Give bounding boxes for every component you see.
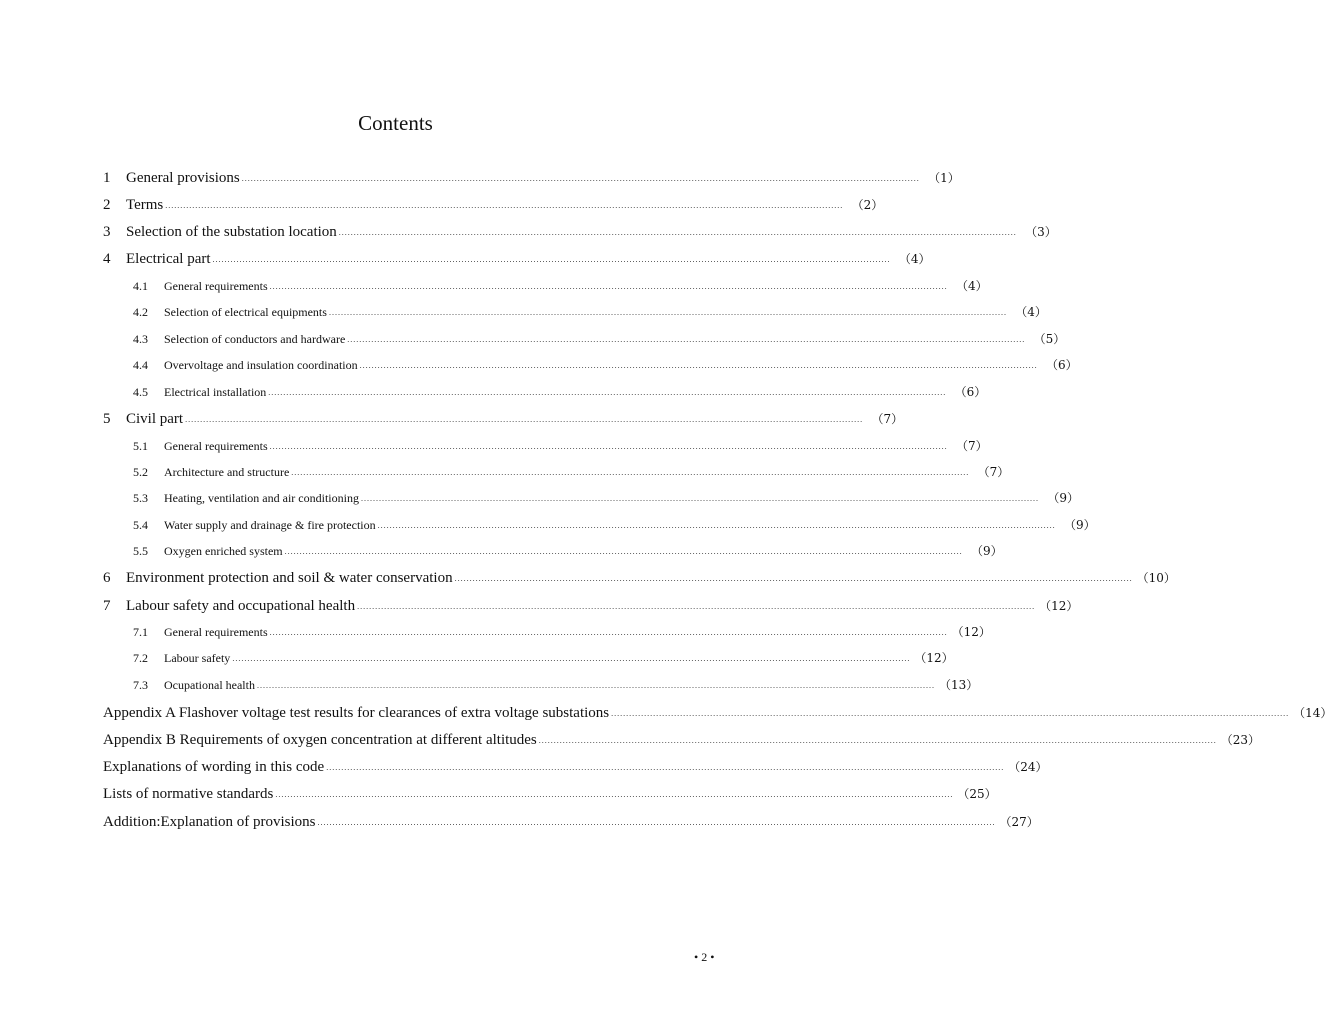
page-number: • 2 • bbox=[694, 950, 715, 964]
page-title: Contents bbox=[358, 111, 433, 135]
toc-entry-label: Electrical installation bbox=[164, 385, 267, 399]
toc-entry-number: 7.1 bbox=[133, 625, 148, 639]
toc-entry-page: （9） bbox=[971, 544, 1003, 558]
toc-entry-number: 5.3 bbox=[133, 491, 148, 505]
toc-entry-number: 5.5 bbox=[133, 544, 148, 558]
toc-entry-addition[interactable] bbox=[103, 811, 1039, 831]
toc-entry-label: Electrical part bbox=[126, 251, 211, 267]
toc-entry-label: Explanations of wording in this code bbox=[103, 759, 325, 775]
toc-entry-number: 5.4 bbox=[133, 518, 148, 532]
toc-entry-page: （23） bbox=[1220, 733, 1261, 747]
toc-entry-number: 4.3 bbox=[133, 332, 148, 346]
toc-entry-page: （4） bbox=[898, 252, 931, 266]
toc-entry-number: 5 bbox=[103, 411, 111, 427]
toc-entry-page: （7） bbox=[955, 439, 988, 453]
dot-leader: .................................................................................................................................................................................................................................. bbox=[269, 628, 948, 637]
dot-leader: .................................................................................................................................................................................................................................. bbox=[256, 681, 935, 690]
toc-entry-label: Selection of conductors and hardware bbox=[164, 332, 346, 346]
toc-entry-page: （12） bbox=[951, 625, 991, 639]
toc-entry-page: （9） bbox=[1063, 518, 1096, 532]
toc-entry-page: （6） bbox=[954, 385, 987, 399]
toc-entry-label: Overvoltage and insulation coordination bbox=[164, 358, 358, 372]
toc-entry-page: （6） bbox=[1045, 358, 1078, 372]
toc-entry-label: General requirements bbox=[164, 439, 268, 453]
toc-entry-page: （5） bbox=[1033, 332, 1066, 346]
toc-entry-label: Appendix A Flashover voltage test results for clearances of extra voltage substations bbox=[103, 705, 610, 721]
toc-entry-label: Environment protection and soil & water conservation bbox=[126, 570, 453, 586]
toc-entry-page: （14） bbox=[1293, 706, 1332, 720]
toc-entry-2[interactable] bbox=[103, 194, 884, 214]
dot-leader: .................................................................................................................................................................................................................................. bbox=[317, 818, 996, 827]
dot-leader: .................................................................................................................................................................................................................................. bbox=[360, 494, 1039, 503]
toc-entry-label: Terms bbox=[126, 197, 164, 213]
toc-entry-number: 5.1 bbox=[133, 439, 148, 453]
toc-entry-label: Appendix B Requirements of oxygen concentration at different altitudes bbox=[103, 732, 537, 748]
toc-entry-label: Selection of the substation location bbox=[126, 224, 337, 240]
dot-leader: .................................................................................................................................................................................................................................. bbox=[212, 255, 891, 264]
toc-entry-5-2[interactable] bbox=[103, 461, 1010, 481]
dot-leader: .................................................................................................................................................................................................................................. bbox=[326, 763, 1005, 772]
toc-entry-4[interactable] bbox=[103, 248, 931, 268]
toc-entry-number: 7.3 bbox=[133, 678, 148, 692]
dot-leader: .................................................................................................................................................................................................................................. bbox=[328, 308, 1007, 317]
dot-leader: .................................................................................................................................................................................................................................. bbox=[538, 736, 1217, 745]
dot-leader: .................................................................................................................................................................................................................................. bbox=[275, 790, 954, 799]
dot-leader: .................................................................................................................................................................................................................................. bbox=[611, 709, 1290, 718]
dot-leader: .................................................................................................................................................................................................................................. bbox=[357, 602, 1036, 611]
dot-leader: .................................................................................................................................................................................................................................. bbox=[185, 415, 864, 424]
toc-entry-page: （4） bbox=[955, 279, 988, 293]
toc-entry-page: （2） bbox=[851, 198, 884, 212]
toc-entry-label: Selection of electrical equipments bbox=[164, 305, 327, 319]
toc-entry-5-1[interactable] bbox=[103, 435, 988, 455]
toc-entry-number: 4.1 bbox=[133, 279, 148, 293]
toc-entry-page: （24） bbox=[1008, 760, 1048, 774]
toc-entry-page: （12） bbox=[914, 651, 954, 665]
toc-entry-page: （25） bbox=[957, 787, 997, 801]
dot-leader: .................................................................................................................................................................................................................................. bbox=[268, 388, 947, 397]
dot-leader: .................................................................................................................................................................................................................................. bbox=[232, 654, 911, 663]
toc-entry-number: 6 bbox=[103, 570, 111, 586]
dot-leader: .................................................................................................................................................................................................................................. bbox=[377, 521, 1056, 530]
toc-entry-page: （7） bbox=[871, 412, 904, 426]
toc-entry-label: Civil part bbox=[126, 411, 184, 427]
toc-entry-label: Ocupational health bbox=[164, 678, 255, 692]
toc-entry-appendix-b[interactable] bbox=[103, 729, 1261, 749]
toc-entry-label: General provisions bbox=[126, 170, 240, 186]
toc-entry-4-4[interactable] bbox=[103, 354, 1078, 374]
toc-entry-label: General requirements bbox=[164, 625, 268, 639]
toc-entry-label: Heating, ventilation and air conditioning bbox=[164, 491, 359, 505]
toc-entry-6[interactable] bbox=[103, 567, 1176, 587]
dot-leader: .................................................................................................................................................................................................................................. bbox=[165, 201, 844, 210]
toc-entry-number: 1 bbox=[103, 170, 111, 186]
toc-entry-page: （13） bbox=[938, 678, 979, 692]
dot-leader: .................................................................................................................................................................................................................................. bbox=[359, 361, 1038, 370]
toc-entry-7-2[interactable] bbox=[103, 647, 954, 667]
toc-entry-4-5[interactable] bbox=[103, 381, 987, 401]
toc-entry-number: 7 bbox=[103, 598, 111, 614]
dot-leader: .................................................................................................................................................................................................................................. bbox=[284, 547, 963, 556]
toc-entry-5[interactable] bbox=[103, 408, 904, 428]
toc-entry-label: Oxygen enriched system bbox=[164, 544, 283, 558]
toc-entry-number: 2 bbox=[103, 197, 111, 213]
toc-entry-number: 3 bbox=[103, 224, 111, 240]
toc-entry-page: （7） bbox=[977, 465, 1010, 479]
toc-entry-label: Water supply and drainage & fire protection bbox=[164, 518, 376, 532]
dot-leader: .................................................................................................................................................................................................................................. bbox=[291, 468, 970, 477]
toc-entry-page: （3） bbox=[1025, 225, 1057, 239]
toc-entry-number: 4 bbox=[103, 251, 111, 267]
toc-entry-appendix-a[interactable] bbox=[103, 702, 1332, 722]
toc-entry-4-3[interactable] bbox=[103, 328, 1066, 348]
dot-leader: .................................................................................................................................................................................................................................. bbox=[454, 574, 1133, 583]
toc-entry-number: 5.2 bbox=[133, 465, 148, 479]
toc-entry-page: （27） bbox=[999, 815, 1039, 829]
dot-leader: .................................................................................................................................................................................................................................. bbox=[241, 174, 920, 183]
toc-entry-7-3[interactable] bbox=[103, 674, 979, 694]
toc-entry-label: General requirements bbox=[164, 279, 268, 293]
toc-entry-3[interactable] bbox=[103, 221, 1057, 241]
toc-entry-page: （9） bbox=[1047, 491, 1079, 505]
toc-entry-label: Addition:Explanation of provisions bbox=[103, 814, 316, 830]
toc-entry-1[interactable] bbox=[103, 167, 960, 187]
dot-leader: .................................................................................................................................................................................................................................. bbox=[347, 335, 1026, 344]
toc-entry-page: （10） bbox=[1136, 571, 1176, 585]
toc-entry-label: Labour safety and occupational health bbox=[126, 598, 356, 614]
toc-entry-page: （1） bbox=[928, 171, 960, 185]
toc-entry-5-4[interactable] bbox=[103, 514, 1096, 534]
toc-entry-label: Labour safety bbox=[164, 651, 231, 665]
toc-entry-5-5[interactable] bbox=[103, 540, 1003, 560]
toc-entry-label: Architecture and structure bbox=[164, 465, 290, 479]
toc-entry-7[interactable] bbox=[103, 595, 1079, 615]
toc-entry-5-3[interactable] bbox=[103, 487, 1079, 507]
toc-entry-number: 4.4 bbox=[133, 358, 148, 372]
toc-entry-normative-standards[interactable] bbox=[103, 783, 997, 803]
toc-entry-number: 4.2 bbox=[133, 305, 148, 319]
toc-entry-page: （12） bbox=[1039, 599, 1079, 613]
toc-entry-page: （4） bbox=[1015, 305, 1047, 319]
toc-entry-7-1[interactable] bbox=[103, 621, 991, 641]
dot-leader: .................................................................................................................................................................................................................................. bbox=[269, 282, 948, 291]
toc-entry-explanations-of-wording[interactable] bbox=[103, 756, 1048, 776]
toc-entry-4-1[interactable] bbox=[103, 275, 988, 295]
toc-entry-label: Lists of normative standards bbox=[103, 786, 274, 802]
toc-entry-number: 7.2 bbox=[133, 651, 148, 665]
toc-entry-4-2[interactable] bbox=[103, 301, 1047, 321]
toc-entry-number: 4.5 bbox=[133, 385, 148, 399]
dot-leader: .................................................................................................................................................................................................................................. bbox=[338, 228, 1017, 237]
dot-leader: .................................................................................................................................................................................................................................. bbox=[269, 442, 948, 451]
